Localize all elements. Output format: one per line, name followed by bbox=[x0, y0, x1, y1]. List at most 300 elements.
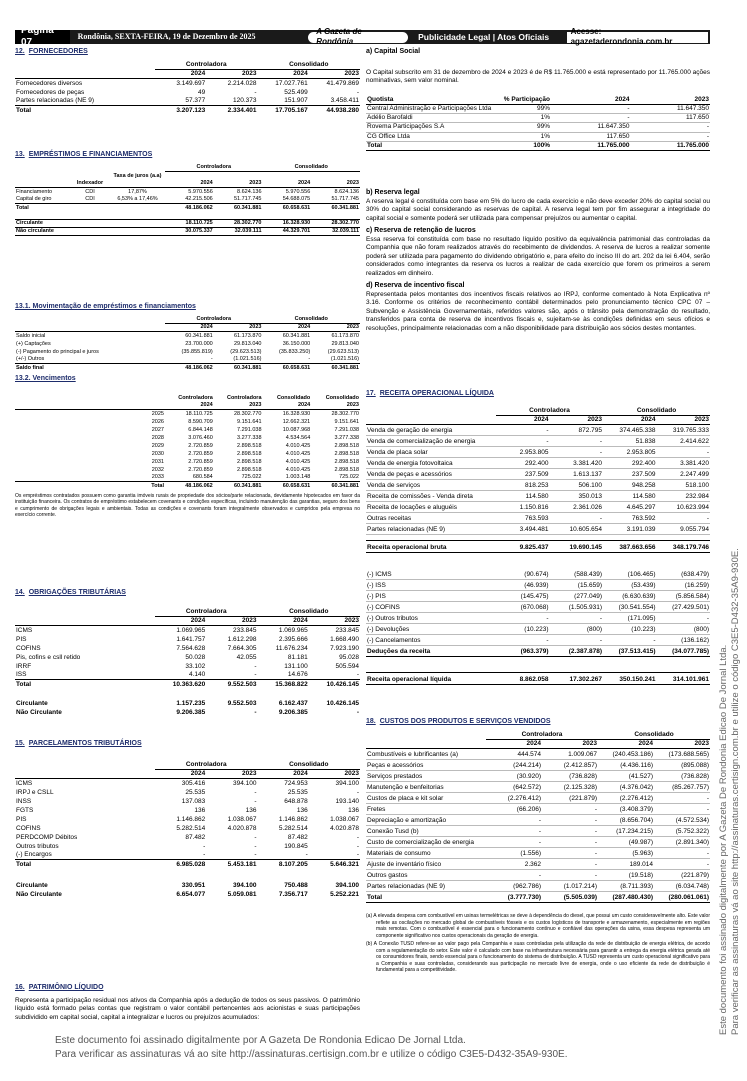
cell-value: 16.328.930 bbox=[263, 220, 312, 228]
row-label: Capital de giro bbox=[16, 196, 52, 203]
newspaper-brand[interactable]: A Gazeta de Rondônia bbox=[308, 32, 408, 43]
cell-value: 17.302.267 bbox=[550, 673, 604, 685]
cell-value: 3.458.411 bbox=[330, 97, 359, 105]
cell-value: 87.482 bbox=[287, 833, 308, 841]
cell-value: 11.676.234 bbox=[275, 644, 308, 652]
table-row bbox=[15, 434, 360, 442]
cell-value: 394.100 bbox=[233, 779, 257, 787]
cell-value: 394.100 bbox=[335, 881, 359, 889]
table-row bbox=[15, 860, 360, 869]
table-row bbox=[15, 653, 360, 662]
cell-value bbox=[70, 204, 110, 212]
cell-value: - bbox=[254, 708, 257, 716]
cell-value: 5.282.514 bbox=[176, 824, 206, 832]
year-header: 2023 bbox=[311, 402, 360, 410]
cell-value: 9.206.385 bbox=[278, 708, 308, 716]
group-header: Consolidado bbox=[263, 164, 361, 172]
cell-value: 1% bbox=[496, 114, 551, 123]
cell-value bbox=[110, 228, 165, 236]
cell-value: - bbox=[542, 804, 598, 815]
cell-value: 19.690.145 bbox=[550, 541, 604, 553]
cell-value: - bbox=[254, 88, 257, 96]
cell-value: (8.656.704) bbox=[598, 815, 654, 826]
cell-value: 3.076.460 bbox=[188, 434, 213, 441]
vencimentos-table bbox=[15, 394, 360, 490]
cell-value: - bbox=[486, 870, 542, 881]
cell-value: 2.334.401 bbox=[206, 106, 257, 115]
row-label: (-) Outros tributos bbox=[366, 613, 496, 624]
row-label: (-) Cancelamentos bbox=[366, 635, 496, 646]
cell-value: 114.580 bbox=[603, 491, 657, 502]
cell-value: (27.429.501) bbox=[657, 602, 711, 613]
table-row bbox=[366, 826, 710, 837]
cell-value: 1.038.067 bbox=[330, 815, 359, 823]
website-link[interactable]: Acesse: agazetaderondonia.com.br bbox=[567, 32, 708, 43]
cell-value: 818.253 bbox=[496, 480, 550, 491]
cell-value: 32.039.111 bbox=[311, 228, 360, 236]
cell-value: - bbox=[654, 804, 710, 815]
row-label: Receita de comissões - Venda direta bbox=[366, 491, 496, 502]
cell-value: - bbox=[550, 447, 604, 458]
cell-value: 4.010.425 bbox=[285, 450, 311, 457]
cell-value: (19.518) bbox=[598, 870, 654, 881]
cell-value: 680.584 bbox=[192, 474, 213, 481]
group-header: Controladora bbox=[155, 761, 258, 770]
section-fornecedores bbox=[15, 48, 360, 115]
section-custos bbox=[366, 718, 710, 974]
cell-value: 2.898.518 bbox=[237, 458, 262, 465]
cell-value: - bbox=[631, 123, 711, 132]
year-header: 2024 bbox=[155, 617, 206, 626]
cell-value: 5.970.556 bbox=[188, 188, 213, 195]
table-row bbox=[15, 842, 360, 851]
cell-value: (6.034.748) bbox=[654, 881, 710, 892]
cell-value: 11.647.350 bbox=[631, 105, 711, 114]
table-row bbox=[366, 541, 710, 553]
cell-value: 44.329.701 bbox=[263, 228, 312, 236]
cell-value: 151.907 bbox=[284, 97, 308, 105]
custos-note-b: (b) A Conexão TUSD refere-se ao valor pago pela Companhia e suas controladas pela utilização da rede de distribuição de energia elétrica, de acordo com a regulamentação do setor. Este valor é calculado com base na infraestrutura necessária para garantir a entrega da energia elétrica gerada até os consumidores finais, sendo essencial para o funcionamento do sistema de distribuição. A TUSD representa um custo operacional significativo para a Companhia e suas controladas, considerando sua participação no mercado livre de energia, onde o uso eficiente da rede de distribuição é fundamental para a competitividade. bbox=[366, 941, 710, 974]
row-label: 2033 bbox=[151, 474, 164, 481]
cell-value: 292.400 bbox=[603, 458, 657, 469]
cell-value: 60.658.631 bbox=[263, 204, 312, 212]
cell-value: - bbox=[254, 833, 257, 841]
cell-value: (5.505.039) bbox=[542, 892, 598, 903]
table-row bbox=[366, 105, 710, 114]
cell-value: (800) bbox=[550, 624, 604, 635]
cell-value: 11.765.000 bbox=[631, 141, 711, 150]
cell-value: - bbox=[356, 833, 359, 841]
cell-value: 48.186.062 bbox=[165, 364, 214, 372]
table-row bbox=[15, 458, 360, 466]
cell-value: 233.845 bbox=[233, 626, 257, 634]
section-movimentacao bbox=[15, 303, 360, 372]
row-label: Central Administração e Participações Ltda bbox=[366, 105, 496, 114]
col-header: Controladora bbox=[178, 394, 213, 401]
cell-value: 49 bbox=[198, 88, 206, 96]
table-row bbox=[15, 833, 360, 842]
cell-value: 330.951 bbox=[181, 881, 206, 889]
cell-value: (2.276.412) bbox=[598, 793, 654, 804]
cell-value: 350.150.241 bbox=[603, 673, 657, 685]
cell-value: - bbox=[254, 788, 257, 796]
cell-value: 5.453.181 bbox=[206, 860, 257, 869]
table-row bbox=[366, 491, 710, 502]
cell-value: 1.641.757 bbox=[176, 635, 206, 643]
cell-value: 99% bbox=[496, 105, 551, 114]
reserva-text: Essa reserva foi constituída com base no resultado líquido positivo da equivalência patrimonial das controladas da Companhia que não foram realizados através do recebimento de dividendos. A reserva de lucros a realizar somente poderá ser utilizada para pagamento do dividendo obrigatório e, para efeito do inciso III do art. 202 da lei 6.404, serão considerados como integrantes da reserva os lucros a realizar de cada exercício que forem os primeiros a serem realizados em dinheiro. bbox=[366, 235, 710, 277]
cell-value: - bbox=[657, 447, 711, 458]
cell-value: (2.387.878) bbox=[550, 646, 604, 657]
verification-line[interactable]: Para verificar as assinaturas vá ao site http://assinaturas.certisign.com.br e utilize o código C3E5-D432-35A9-930E. bbox=[729, 548, 741, 1035]
cell-value: 44.938.280 bbox=[309, 106, 360, 115]
table-row bbox=[366, 613, 710, 624]
row-label: ICMS bbox=[16, 779, 33, 787]
cell-value: 33.102 bbox=[185, 662, 206, 670]
cell-value: 2.953.805 bbox=[603, 447, 657, 458]
cell-value: 2.898.518 bbox=[237, 466, 262, 473]
row-label: ICMS bbox=[16, 626, 33, 634]
cell-value: 1.157.235 bbox=[176, 699, 206, 707]
cell-value: 6.844.148 bbox=[188, 426, 213, 433]
parcelamentos-table bbox=[15, 761, 360, 899]
table-row bbox=[366, 837, 710, 848]
cell-value: 28.302.770 bbox=[214, 220, 263, 228]
cell-value: (173.688.565) bbox=[654, 749, 710, 760]
cell-value: 32.039.111 bbox=[214, 228, 263, 236]
row-label: Manutenção e benfeitorias bbox=[366, 782, 486, 793]
cell-value: 6.985.028 bbox=[155, 860, 206, 869]
cell-value: 16.328.930 bbox=[282, 410, 311, 417]
year-header: 2023 bbox=[550, 416, 604, 425]
cell-value: (6.630.639) bbox=[603, 591, 657, 602]
group-header: Consolidado bbox=[598, 731, 710, 740]
row-label: Total bbox=[15, 680, 155, 689]
cell-value: (17.234.215) bbox=[598, 826, 654, 837]
cell-value: 506.100 bbox=[550, 480, 604, 491]
group-header: Consolidado bbox=[258, 608, 361, 617]
row-label: Custos de placa e kit solar bbox=[366, 793, 486, 804]
table-row bbox=[366, 602, 710, 613]
table-row bbox=[15, 779, 360, 788]
cell-value: 99% bbox=[496, 123, 551, 132]
cell-value: 136 bbox=[348, 806, 359, 814]
quotistas-table bbox=[366, 96, 710, 151]
table-row bbox=[15, 806, 360, 815]
row-label: (+) Captações bbox=[16, 340, 51, 347]
cell-value: 3.277.338 bbox=[334, 434, 359, 441]
year-header: 2023 bbox=[311, 324, 360, 332]
cell-value: 305.416 bbox=[181, 779, 206, 787]
cell-value: 189.014 bbox=[598, 859, 654, 870]
cell-value: 3.494.481 bbox=[496, 524, 550, 535]
table-row bbox=[366, 436, 710, 447]
year-header: 2024 bbox=[155, 70, 206, 79]
table-row bbox=[366, 458, 710, 469]
cell-value: (2.412.857) bbox=[542, 760, 598, 771]
cell-value: (1.505.931) bbox=[550, 602, 604, 613]
cell-value: 10.605.654 bbox=[550, 524, 604, 535]
cell-value bbox=[110, 204, 165, 212]
cell-value: 87.482 bbox=[185, 833, 206, 841]
cell-value: 9.206.385 bbox=[176, 708, 206, 716]
group-header: Controladora bbox=[165, 316, 263, 324]
row-label: Saldo final bbox=[15, 364, 165, 372]
cell-value: 57.377 bbox=[185, 97, 206, 105]
cell-value: 2.214.028 bbox=[227, 79, 257, 87]
cell-value: 3.149.697 bbox=[176, 79, 206, 87]
reserva-title: c) Reserva de retenção de lucros bbox=[366, 227, 476, 235]
cell-value: - bbox=[496, 635, 550, 646]
cell-value: (5.752.322) bbox=[654, 826, 710, 837]
table-row bbox=[15, 356, 360, 364]
row-label: Não Circulante bbox=[16, 708, 62, 716]
cell-value: (41.527) bbox=[598, 771, 654, 782]
cell-value: 725.022 bbox=[241, 474, 262, 481]
row-label: PIS bbox=[16, 815, 27, 823]
table-row bbox=[15, 410, 360, 418]
col-header: Consolidado bbox=[276, 394, 311, 401]
cell-value: 525.499 bbox=[284, 88, 308, 96]
cell-value: 2.898.518 bbox=[237, 442, 262, 449]
year-header: 2024 bbox=[263, 324, 312, 332]
cell-value: - bbox=[542, 859, 598, 870]
cell-value: 9.151.641 bbox=[334, 418, 359, 425]
cell-value: 237.509 bbox=[496, 469, 550, 480]
cell-value: 2.720.859 bbox=[188, 458, 213, 465]
cell-value: 54.688.075 bbox=[282, 196, 311, 203]
row-label: Pis, cofins e csll retido bbox=[16, 653, 81, 661]
cell-value: 2.361.026 bbox=[550, 502, 604, 513]
cell-value: (8.711.393) bbox=[598, 881, 654, 892]
cell-value: (53.439) bbox=[603, 580, 657, 591]
cell-value: 17,87% bbox=[128, 188, 147, 195]
reservas bbox=[366, 189, 710, 333]
cell-value: 9.151.641 bbox=[237, 418, 262, 425]
row-label: Ajuste de inventário físico bbox=[366, 859, 486, 870]
cell-value: 387.663.656 bbox=[603, 541, 657, 553]
row-label: (-) COFINS bbox=[366, 602, 496, 613]
cell-value: - bbox=[542, 815, 598, 826]
row-label: IRRF bbox=[16, 662, 32, 670]
cell-value: 60.341.881 bbox=[214, 364, 263, 372]
table-row bbox=[366, 591, 710, 602]
cell-value: (30.541.554) bbox=[603, 602, 657, 613]
row-label: Circulante bbox=[16, 881, 48, 889]
row-label: Outras receitas bbox=[366, 513, 496, 524]
row-label: Partes relacionadas (NE 9) bbox=[366, 524, 496, 535]
cell-value: - bbox=[254, 797, 257, 805]
table-row bbox=[15, 450, 360, 458]
cell-value: - bbox=[356, 851, 359, 859]
custos-note-a: (a) A elevada despesa com combustível em usinas termelétricas se deve à dependência do diesel, que possui um custo consideravelmente alto. Este valor reflete as oscilações no mercado global de combustíveis fósseis e os custos logísticos de transporte e armazenamento, especialmente em regiões mais remotas. Com o combustível é essencial para o funcionamento contínuo e confiável das operações da usina, essa despesa representa um componente significativo nos custos operacionais da geração de energia. bbox=[366, 913, 710, 939]
signature-footer bbox=[55, 1034, 615, 1061]
row-label: (-) ICMS bbox=[366, 569, 496, 580]
table-row bbox=[15, 79, 360, 88]
table-row bbox=[15, 196, 360, 204]
cell-value: 1.009.067 bbox=[542, 749, 598, 760]
cell-value: - bbox=[496, 436, 550, 447]
row-label: Conexão Tusd (b) bbox=[366, 826, 486, 837]
cell-value: 1.150.816 bbox=[496, 502, 550, 513]
reserva-incentivo bbox=[366, 282, 710, 333]
table-row bbox=[15, 88, 360, 97]
page-number: Página 07 bbox=[15, 30, 70, 44]
cell-value: 25.535 bbox=[287, 788, 308, 796]
verification-line[interactable]: Para verificar as assinaturas vá ao site http://assinaturas.certisign.com.br e utilize o código C3E5-D432-35A9-930E. bbox=[55, 1048, 568, 1060]
row-label: 2032 bbox=[151, 466, 164, 473]
custos-table bbox=[366, 731, 710, 904]
table-row bbox=[15, 881, 360, 890]
table-row bbox=[366, 635, 710, 646]
cell-value: 2.362 bbox=[486, 859, 542, 870]
table-row bbox=[366, 132, 710, 141]
row-label: Total bbox=[366, 892, 486, 903]
cell-value: 1.003.148 bbox=[285, 474, 311, 481]
cell-value: 15.368.822 bbox=[258, 680, 309, 689]
section-parcelamentos bbox=[15, 740, 360, 899]
table-row bbox=[15, 466, 360, 474]
cell-value: 131.100 bbox=[284, 662, 308, 670]
cell-value: 4.020.878 bbox=[330, 824, 359, 832]
table-row bbox=[366, 502, 710, 513]
section-title-13: 13. EMPRÉSTIMOS E FINANCIAMENTOS bbox=[15, 151, 153, 158]
table-row bbox=[15, 340, 360, 348]
cell-value: (221.879) bbox=[654, 870, 710, 881]
cell-value: 11.765.000 bbox=[551, 141, 631, 150]
table-row bbox=[15, 482, 360, 490]
cell-value: - bbox=[254, 842, 257, 850]
cell-value: 2.720.859 bbox=[188, 466, 213, 473]
cell-value: (244.214) bbox=[486, 760, 542, 771]
cell-value: 2.898.518 bbox=[334, 450, 359, 457]
cell-value: 3.381.420 bbox=[550, 458, 604, 469]
cell-value: 51.838 bbox=[603, 436, 657, 447]
row-label: Financiamento bbox=[16, 188, 53, 195]
cell-value: 3.207.123 bbox=[155, 106, 206, 115]
row-label: Fretes bbox=[366, 804, 486, 815]
group-header: Consolidado bbox=[263, 316, 361, 324]
cell-value: 8.107.205 bbox=[258, 860, 309, 869]
obrigacoes-table bbox=[15, 608, 360, 717]
row-label: (-) Pagamento do principal e juros bbox=[16, 348, 99, 355]
cell-value: (588.439) bbox=[550, 569, 604, 580]
cell-value: 232.984 bbox=[657, 491, 711, 502]
table-row bbox=[15, 228, 360, 236]
cell-value: (90.674) bbox=[496, 569, 550, 580]
row-label: 2026 bbox=[151, 418, 164, 425]
cell-value: (46.939) bbox=[496, 580, 550, 591]
cell-value: 8.862.058 bbox=[496, 673, 550, 685]
year-header: 2024 bbox=[258, 770, 309, 779]
cell-value: 314.101.961 bbox=[657, 673, 711, 685]
row-label: IRPJ e CSLL bbox=[16, 788, 54, 796]
cell-value: 48.186.062 bbox=[165, 204, 214, 212]
cell-value: 7.291.038 bbox=[334, 426, 359, 433]
table-row bbox=[15, 699, 360, 708]
year-header: 2024 bbox=[165, 402, 214, 410]
cell-value: 5.970.556 bbox=[285, 188, 311, 195]
cell-value: 348.179.746 bbox=[657, 541, 711, 553]
cell-value: 750.488 bbox=[284, 881, 308, 889]
group-header: Controladora bbox=[486, 731, 598, 740]
cell-value: (15.659) bbox=[550, 580, 604, 591]
cell-value: 7.664.305 bbox=[227, 644, 257, 652]
cell-value: 60.658.631 bbox=[263, 482, 312, 490]
row-label: Venda de serviços bbox=[366, 480, 496, 491]
cell-value: 29.813.040 bbox=[331, 340, 359, 347]
cell-value: (962.786) bbox=[486, 881, 542, 892]
row-label: 2028 bbox=[151, 434, 164, 441]
row-label: COFINS bbox=[16, 824, 41, 832]
cell-value: (145.475) bbox=[496, 591, 550, 602]
cell-value: 3.191.039 bbox=[603, 524, 657, 535]
cell-value: (1.017.214) bbox=[542, 881, 598, 892]
cell-value: - bbox=[542, 848, 598, 859]
row-label: Fornecedores diversos bbox=[16, 79, 83, 87]
cell-value: 48.186.062 bbox=[165, 482, 214, 490]
cell-value: 136 bbox=[194, 806, 206, 814]
cell-value: 51.717.745 bbox=[233, 196, 262, 203]
cell-value: (240.453.186) bbox=[598, 749, 654, 760]
table-row bbox=[15, 418, 360, 426]
cell-value: (287.480.430) bbox=[598, 892, 654, 903]
cell-value: - bbox=[603, 635, 657, 646]
table-row bbox=[366, 760, 710, 771]
section-title-12: 12. FORNECEDORES bbox=[15, 48, 88, 55]
cell-value: - bbox=[657, 513, 711, 524]
row-label: Serviços prestados bbox=[366, 771, 486, 782]
cell-value: 518.100 bbox=[657, 480, 711, 491]
cell-value: 10.426.145 bbox=[326, 699, 359, 707]
row-label: Venda de comercialização de energia bbox=[366, 436, 496, 447]
row-label: Circulante bbox=[16, 699, 48, 707]
cell-value: 1.613.137 bbox=[550, 469, 604, 480]
cell-value: 6,53% a 17,46% bbox=[117, 196, 158, 203]
table-row bbox=[366, 749, 710, 760]
cell-value: - bbox=[254, 851, 257, 859]
movimentacao-table bbox=[15, 316, 360, 372]
cell-value: 95.028 bbox=[339, 653, 359, 661]
row-label: Circulante bbox=[15, 220, 70, 228]
capital-social bbox=[366, 48, 710, 151]
col-header: % Participação bbox=[496, 96, 551, 105]
reserva-legal bbox=[366, 189, 710, 223]
table-row bbox=[366, 859, 710, 870]
row-label: Não circulante bbox=[15, 228, 70, 236]
capital-title: a) Capital Social bbox=[366, 48, 421, 55]
table-row bbox=[15, 332, 360, 340]
cell-value: 60.341.881 bbox=[311, 204, 360, 212]
year-header: 2023 bbox=[214, 324, 263, 332]
cell-value: (736.828) bbox=[654, 771, 710, 782]
row-label: Peças e acessórios bbox=[366, 760, 486, 771]
cell-value: - bbox=[356, 708, 359, 716]
table-row bbox=[366, 815, 710, 826]
table-row bbox=[15, 824, 360, 833]
table-row bbox=[15, 474, 360, 482]
year-header: 2023 bbox=[311, 180, 360, 188]
cell-value: 5.646.321 bbox=[309, 860, 360, 869]
table-row bbox=[15, 671, 360, 680]
row-label: Saldo inicial bbox=[16, 332, 46, 339]
cell-value: (5.963) bbox=[598, 848, 654, 859]
cell-value: 60.341.881 bbox=[311, 482, 360, 490]
cell-value: 23.700.000 bbox=[185, 340, 213, 347]
cell-value: (3.777.730) bbox=[486, 892, 542, 903]
section-patrimonio bbox=[15, 984, 360, 1022]
cell-value: - bbox=[631, 132, 711, 141]
